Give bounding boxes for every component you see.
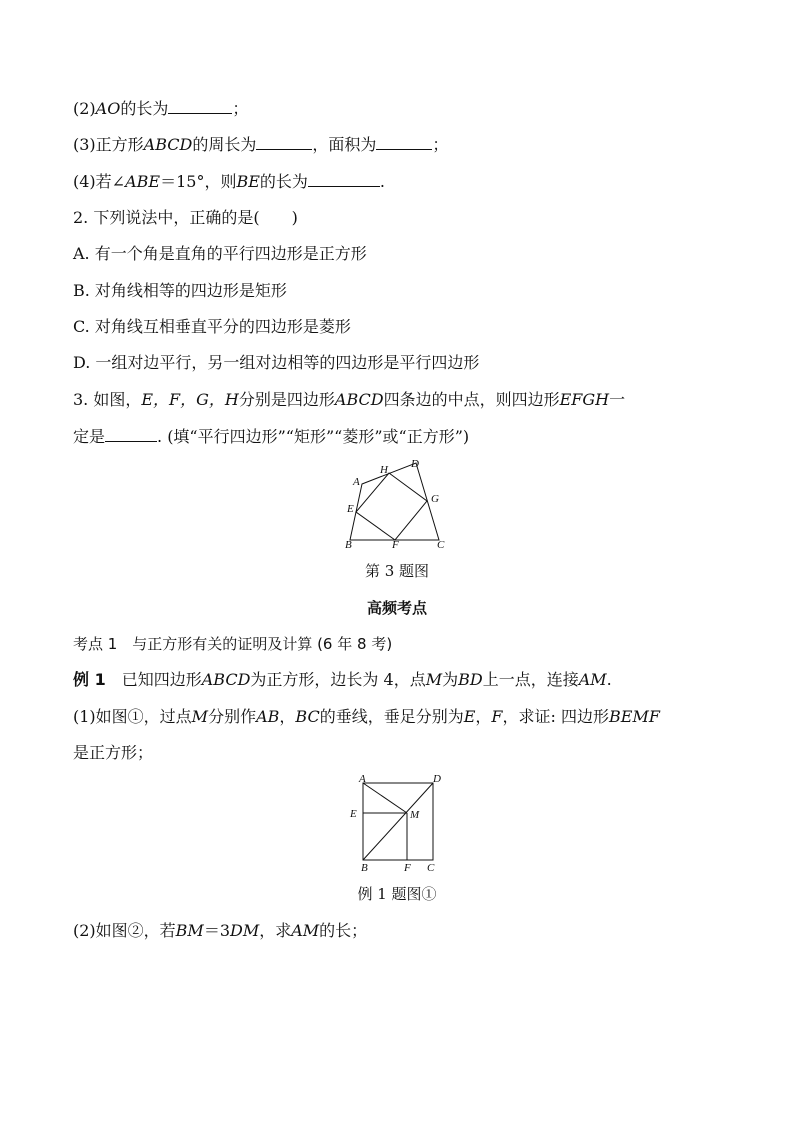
text: (3)正方形	[73, 135, 144, 154]
q2-stem: 2. 下列说法中，正确的是( )	[73, 208, 298, 227]
var: BM	[175, 921, 204, 940]
q2-option-b[interactable]: B. 对角线相等的四边形是矩形	[73, 281, 287, 300]
label-d: D	[433, 773, 441, 785]
var: ABCD	[201, 670, 251, 689]
var: BEMF	[609, 707, 660, 726]
text: 为正方形，边长为 4，点	[250, 670, 426, 689]
q2-option-d[interactable]: D. 一组对边平行，另一组对边相等的四边形是平行四边形	[73, 353, 480, 372]
label-f: F	[404, 862, 411, 874]
var: E	[463, 707, 476, 726]
answer-blank[interactable]	[376, 134, 432, 150]
var: EFGH	[559, 390, 610, 409]
q3-stem-line2	[73, 426, 469, 447]
text: ；	[232, 99, 249, 118]
label-e: E	[350, 808, 357, 820]
text: ＝15°，则	[160, 172, 237, 191]
text: 已知四边形	[105, 670, 202, 689]
var: DM	[230, 921, 260, 940]
q1-part2	[73, 98, 248, 119]
q1-part3	[73, 134, 448, 155]
text: 四条边的中点，则四边形	[383, 390, 560, 409]
text: ，	[475, 707, 492, 726]
text: (1)如图①，过点	[73, 707, 192, 726]
ex1-stem	[73, 670, 612, 690]
q2-option-c[interactable]: C. 对角线互相垂直平分的四边形是菱形	[73, 317, 351, 336]
var: ABCD	[334, 390, 384, 409]
answer-blank[interactable]	[308, 171, 380, 187]
text: 的周长为	[192, 135, 257, 154]
text: 上一点，连接	[482, 670, 579, 689]
quadrilateral-efgh	[356, 473, 427, 540]
label-a: A	[359, 773, 366, 785]
text: 为	[442, 670, 459, 689]
var: AM	[291, 921, 320, 940]
label-b: B	[361, 862, 368, 874]
text: ＝3	[203, 921, 230, 940]
text: ；	[432, 135, 449, 154]
text: (2)如图②，若	[73, 921, 176, 940]
var: BE	[236, 172, 260, 191]
var: ABE	[125, 172, 161, 191]
var: E，F，G，H	[141, 390, 239, 409]
text: .	[379, 172, 385, 191]
var: ABCD	[143, 135, 193, 154]
text: 分别作	[208, 707, 257, 726]
text: 分别是四边形	[238, 390, 335, 409]
var: F	[491, 707, 503, 726]
diagonal-bd	[363, 783, 433, 860]
ex1-part2	[73, 921, 367, 941]
label-m: M	[410, 809, 420, 821]
ex1-figure	[345, 772, 450, 876]
text: ，求证: 四边形	[502, 707, 610, 726]
q2-option-a[interactable]: A. 有一个角是直角的平行四边形是正方形	[73, 244, 367, 263]
var: M	[191, 707, 209, 726]
var: BD	[458, 670, 483, 689]
label-c: C	[427, 862, 435, 874]
text: ，面积为	[312, 135, 377, 154]
example-label: 例 1	[73, 670, 106, 689]
answer-blank[interactable]	[168, 98, 232, 114]
var: AM	[578, 670, 607, 689]
label-d: D	[411, 458, 419, 470]
text: 一	[609, 390, 626, 409]
label-c: C	[437, 539, 445, 551]
q1-part4	[73, 171, 385, 192]
ex1-part1	[73, 707, 660, 727]
q3-caption: 第 3 题图	[364, 562, 430, 580]
var: BC	[295, 707, 320, 726]
section-heading: 高频考点	[366, 599, 427, 617]
text: 的长为	[120, 99, 169, 118]
text: 3. 如图，	[73, 390, 142, 409]
text: ，求	[259, 921, 292, 940]
answer-blank[interactable]	[256, 134, 312, 150]
label-g: G	[431, 493, 439, 505]
text: 的长；	[319, 921, 368, 940]
text: ，	[279, 707, 296, 726]
ex1-caption: 例 1 题图①	[357, 885, 437, 903]
text: 的垂线，垂足分别为	[319, 707, 464, 726]
label-b: B	[345, 539, 352, 551]
text: (4)若∠	[73, 172, 126, 191]
label-e: E	[347, 503, 354, 515]
label-h: H	[380, 464, 388, 476]
segment-am	[363, 783, 407, 813]
var: M	[425, 670, 443, 689]
section-topic: 考点 1 与正方形有关的证明及计算 (6 年 8 考)	[73, 635, 393, 653]
label-f: F	[392, 539, 399, 551]
q3-stem	[73, 390, 625, 410]
quadrilateral-abcd	[350, 463, 439, 540]
text: 的长为	[259, 172, 308, 191]
label-a: A	[353, 476, 360, 488]
q3-figure	[340, 455, 455, 555]
text: . (填“平行四边形”“矩形”“菱形”或“正方形”)	[157, 427, 470, 446]
text: 定是	[73, 427, 106, 446]
ex1-part1-line2: 是正方形；	[73, 743, 154, 762]
answer-blank[interactable]	[105, 426, 157, 442]
var: AO	[95, 99, 121, 118]
var: AB	[256, 707, 280, 726]
text: .	[606, 670, 612, 689]
text: (2)	[73, 99, 96, 118]
